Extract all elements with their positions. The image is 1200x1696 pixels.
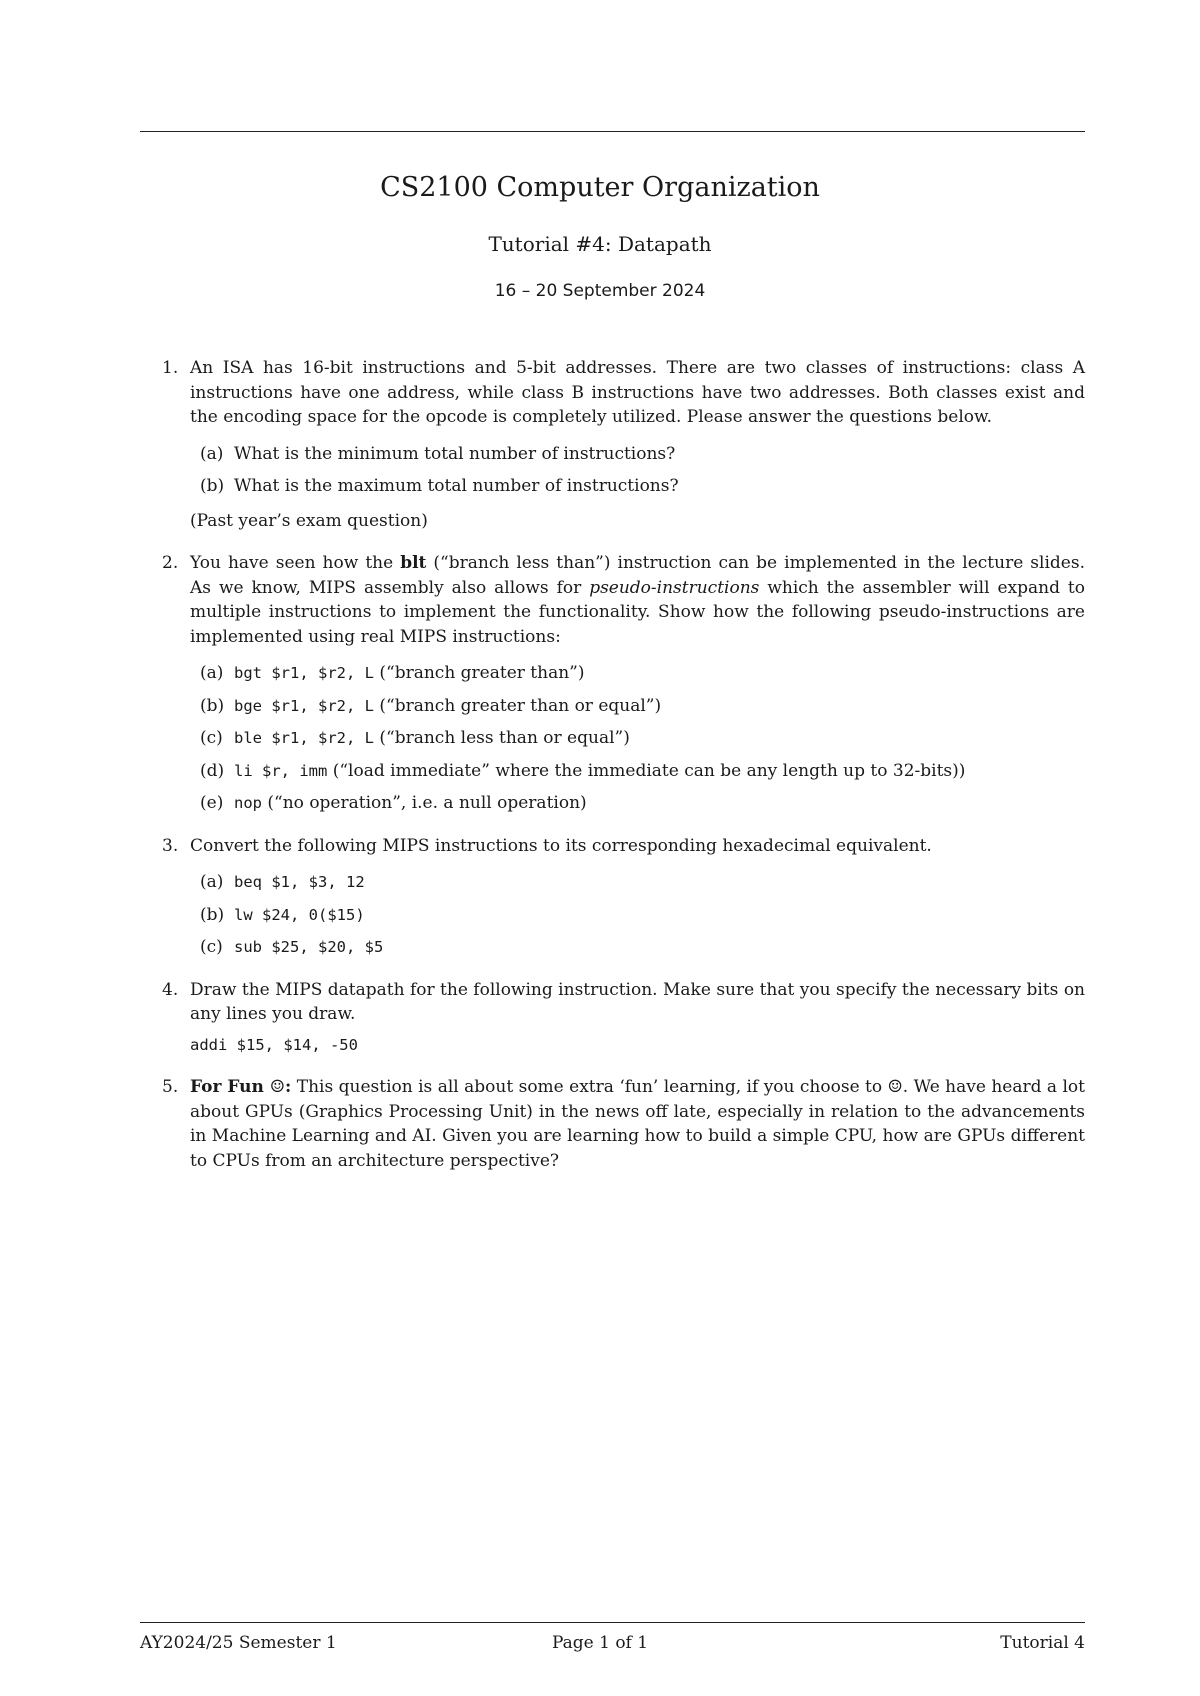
- subquestion: [200, 694, 1085, 719]
- code-snippet: sub $25, $20, $5: [234, 938, 384, 956]
- subquestion-list: [200, 870, 1085, 960]
- subquestion-label: (e): [200, 793, 224, 813]
- question-4: [162, 978, 1085, 1058]
- subquestion-text: (“branch greater than or equal”): [373, 695, 662, 716]
- code-snippet: addi $15, $14, -50: [190, 1035, 358, 1054]
- subquestion-text: (“branch greater than”): [373, 663, 585, 683]
- subquestion-label: (b): [200, 695, 225, 716]
- question-text: Convert the following MIPS instructions to its corresponding hexadecimal equivalent.: [190, 835, 932, 856]
- code-snippet: lw $24, 0($15): [234, 905, 365, 924]
- question-3: [162, 834, 1085, 960]
- subquestion-label: (a): [200, 872, 224, 892]
- subquestion-text: What is the minimum total number of instructions?: [234, 443, 676, 464]
- subquestion-label: (b): [200, 476, 225, 496]
- question-2: [162, 551, 1085, 816]
- question-note: (Past year’s exam question): [190, 510, 428, 531]
- instruction-name: blt: [400, 553, 427, 573]
- footer-tutorial: Tutorial 4: [1000, 1633, 1085, 1653]
- code-snippet: beq $1, $3, 12: [234, 873, 365, 891]
- subquestion-label: (c): [200, 728, 223, 748]
- subquestion: [200, 903, 1085, 928]
- text-run: (“branch less than”) instruction can be implemented in the lecture slides. As we know, MIPS assembly also allows for: [190, 553, 1085, 598]
- subquestion-label: (b): [200, 904, 225, 925]
- code-snippet: bge $r1, $r2, L: [234, 696, 374, 715]
- code-snippet: li $r, imm: [234, 761, 328, 780]
- text-run: which the assembler will expand to multiple instructions to implement the functionality. Show how the following pseudo-instructions are implemented using real MIPS instructions:: [190, 577, 1085, 647]
- footer-rule: [140, 1622, 1085, 1623]
- subquestion-label: (a): [200, 443, 224, 464]
- emphasis-term: pseudo-instructions: [589, 577, 760, 598]
- document-date: 16 – 20 September 2024: [494, 281, 706, 301]
- subquestion-list: [200, 442, 1085, 499]
- footer-semester: AY2024/25 Semester 1: [140, 1633, 337, 1653]
- question-1: [162, 356, 1085, 533]
- question-number: 2.: [162, 553, 179, 573]
- document-subtitle: Tutorial #4: Datapath: [488, 232, 712, 256]
- code-snippet: nop: [234, 794, 262, 812]
- subquestion-text: (“branch less than or equal”): [373, 728, 630, 748]
- subquestion: [200, 474, 1085, 499]
- question-number: 4.: [162, 979, 179, 1000]
- subquestion: [200, 791, 1085, 816]
- text-run: This question is all about some extra ‘fun’ learning, if you choose to ☺. We have heard a lot about GPUs (Graphics Processing Unit) in the news off late, especially in relation to the advancements in Machine Learning and AI. Given you are learning how to build a simple CPU, how are GPUs different to CPUs from an architecture perspective?: [190, 1077, 1085, 1171]
- header-rule: [140, 131, 1085, 132]
- subquestion-text: What is the maximum total number of instructions?: [234, 476, 679, 496]
- question-text: An ISA has 16-bit instructions and 5-bit addresses. There are two classes of instructions: class A instructions have one address, while class B instructions have two addresses. Both classes exist and the encoding space for the opcode is completely utilized. Please answer the questions below.: [190, 358, 1085, 427]
- subquestion-list: [200, 661, 1085, 816]
- question-heading: For Fun ☺:: [190, 1077, 292, 1097]
- subquestion-label: (a): [200, 663, 224, 683]
- subquestion: [200, 442, 1085, 467]
- subquestion-label: (c): [200, 937, 223, 957]
- question-5: [162, 1075, 1085, 1173]
- code-snippet: bgt $r1, $r2, L: [234, 664, 374, 682]
- questions-list: [162, 356, 1085, 1191]
- document-title: CS2100 Computer Organization: [380, 172, 820, 203]
- text-run: You have seen how the: [190, 553, 401, 573]
- subquestion: [200, 759, 1085, 784]
- subquestion: [200, 726, 1085, 751]
- question-text: [190, 1075, 1085, 1173]
- question-text: Draw the MIPS datapath for the following instruction. Make sure that you specify the necessary bits on any lines you draw.: [190, 979, 1085, 1024]
- subquestion: [200, 935, 1085, 960]
- subquestion-text: (“load immediate” where the immediate can be any length up to 32-bits)): [327, 760, 966, 781]
- question-text: [190, 551, 1085, 649]
- question-number: 3.: [162, 835, 179, 856]
- footer-page-number: Page 1 of 1: [551, 1633, 649, 1653]
- question-number: 1.: [162, 358, 179, 378]
- subquestion: [200, 870, 1085, 895]
- subquestion-label: (d): [200, 760, 225, 781]
- subquestion-text: (“no operation”, i.e. a null operation): [262, 793, 587, 813]
- question-number: 5.: [162, 1077, 179, 1097]
- code-snippet: ble $r1, $r2, L: [234, 729, 374, 747]
- subquestion: [200, 661, 1085, 686]
